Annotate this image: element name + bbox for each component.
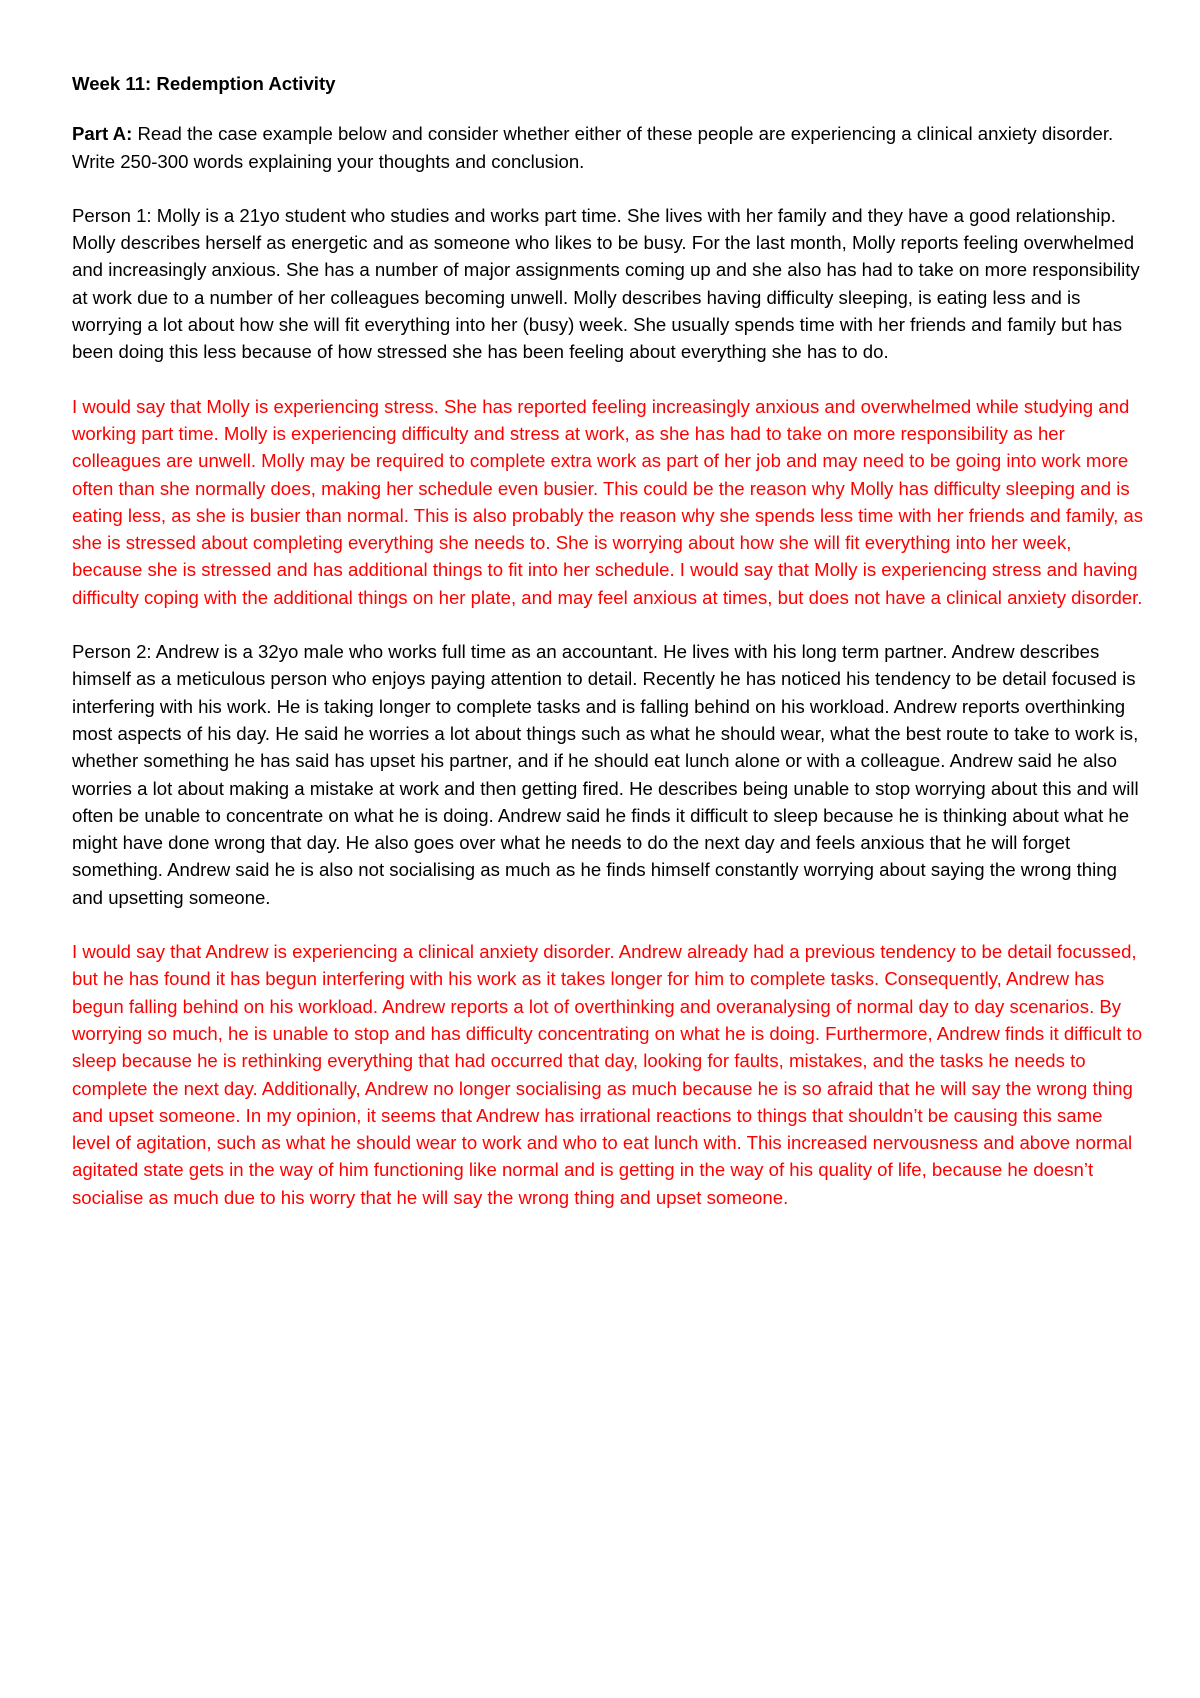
person2-answer: I would say that Andrew is experiencing a clinical anxiety disorder. Andrew already had a previous tendency to be detail focussed, but he has found it has begun interfering with his work as it takes longer for him to complete tasks. Consequently, Andrew has begun falling behind on his workload. Andrew reports a lot of overthinking and overanalysing of normal day to day scenarios. By worrying so much, he is unable to stop and has difficulty concentrating on what he is doing. Furthermore, Andrew finds it difficult to sleep because he is rethinking everything that had occurred that day, looking for faults, mistakes, and the tasks he needs to complete the next day. Additionally, Andrew no longer socialising as much because he is so afraid that he will say the wrong thing and upset someone. In my opinion, it seems that Andrew has irrational reactions to things that shouldn’t be causing this same level of agitation, such as what he should wear to work and who to eat lunch with. This increased nervousness and above normal agitated state gets in the way of him functioning like normal and is getting in the way of his quality of life, because he doesn’t socialise as much due to his worry that he will say the wrong thing and upset someone. [72, 941, 1143, 1208]
part-a-text: Read the case example below and consider whether either of these people are experiencing a clinical anxiety disorder. Write 250-300 words explaining your thoughts and conclusion. [72, 123, 1114, 172]
document-title: Week 11: Redemption Activity [72, 73, 336, 94]
part-a-instructions [72, 120, 1144, 175]
person1-answer: I would say that Molly is experiencing stress. She has reported feeling increasingly anxious and overwhelmed while studying and working part time. Molly is experiencing difficulty and stress at work, as she has had to take on more responsibility as her colleagues are unwell. Molly may be required to complete extra work as part of her job and may need to be going into work more often than she normally does, making her schedule even busier. This could be the reason why Molly has difficulty sleeping and is eating less, as she is busier than normal. This is also probably the reason why she spends less time with her friends and family, as she is stressed about completing everything she needs to. She is worrying about how she will fit everything into her week, because she is stressed and has additional things to fit into her schedule. I would say that Molly is experiencing stress and having difficulty coping with the additional things on her plate, and may feel anxious at times, but does not have a clinical anxiety disorder. [72, 395, 1144, 608]
part-a-label: Part A: [72, 123, 133, 145]
document-content [72, 70, 1144, 1238]
person1-case: Person 1: Molly is a 21yo student who studies and works part time. She lives with her family and they have a good relationship. Molly describes herself as energetic and as someone who likes to be busy. For the last month, Molly reports feeling overwhelmed and increasingly anxious. She has a number of major assignments coming up and she also has had to take on more responsibility at work due to a number of her colleagues becoming unwell. Molly describes having difficulty sleeping, is eating less and is worrying a lot about how she will fit everything into her (busy) week. She usually spends time with her friends and family but has been doing this less because of how stressed she has been feeling about everything she has to do. [72, 204, 1140, 363]
person2-case: Person 2: Andrew is a 32yo male who works full time as an accountant. He lives with his long term partner. Andrew describes himself as a meticulous person who enjoys paying attention to detail. Recently he has noticed his tendency to be detail focused is interfering with his work. He is taking longer to complete tasks and is falling behind on his workload. Andrew reports overthinking most aspects of his day. He said he worries a lot about things such as what he should wear, what the best route to take to work is, whether something he has said has upset his partner, and if he should eat lunch alone or with a colleague. Andrew said he also worries a lot about making a mistake at work and then getting fired. He describes being unable to stop worrying about this and will often be unable to concentrate on what he is doing. Andrew said he finds it difficult to sleep because he is thinking about what he might have done wrong that day. He also goes over what he needs to do the next day and feels anxious that he will forget something. Andrew said he is also not socialising as much as he finds himself constantly worrying about saying the wrong thing and upsetting someone. [72, 641, 1139, 908]
